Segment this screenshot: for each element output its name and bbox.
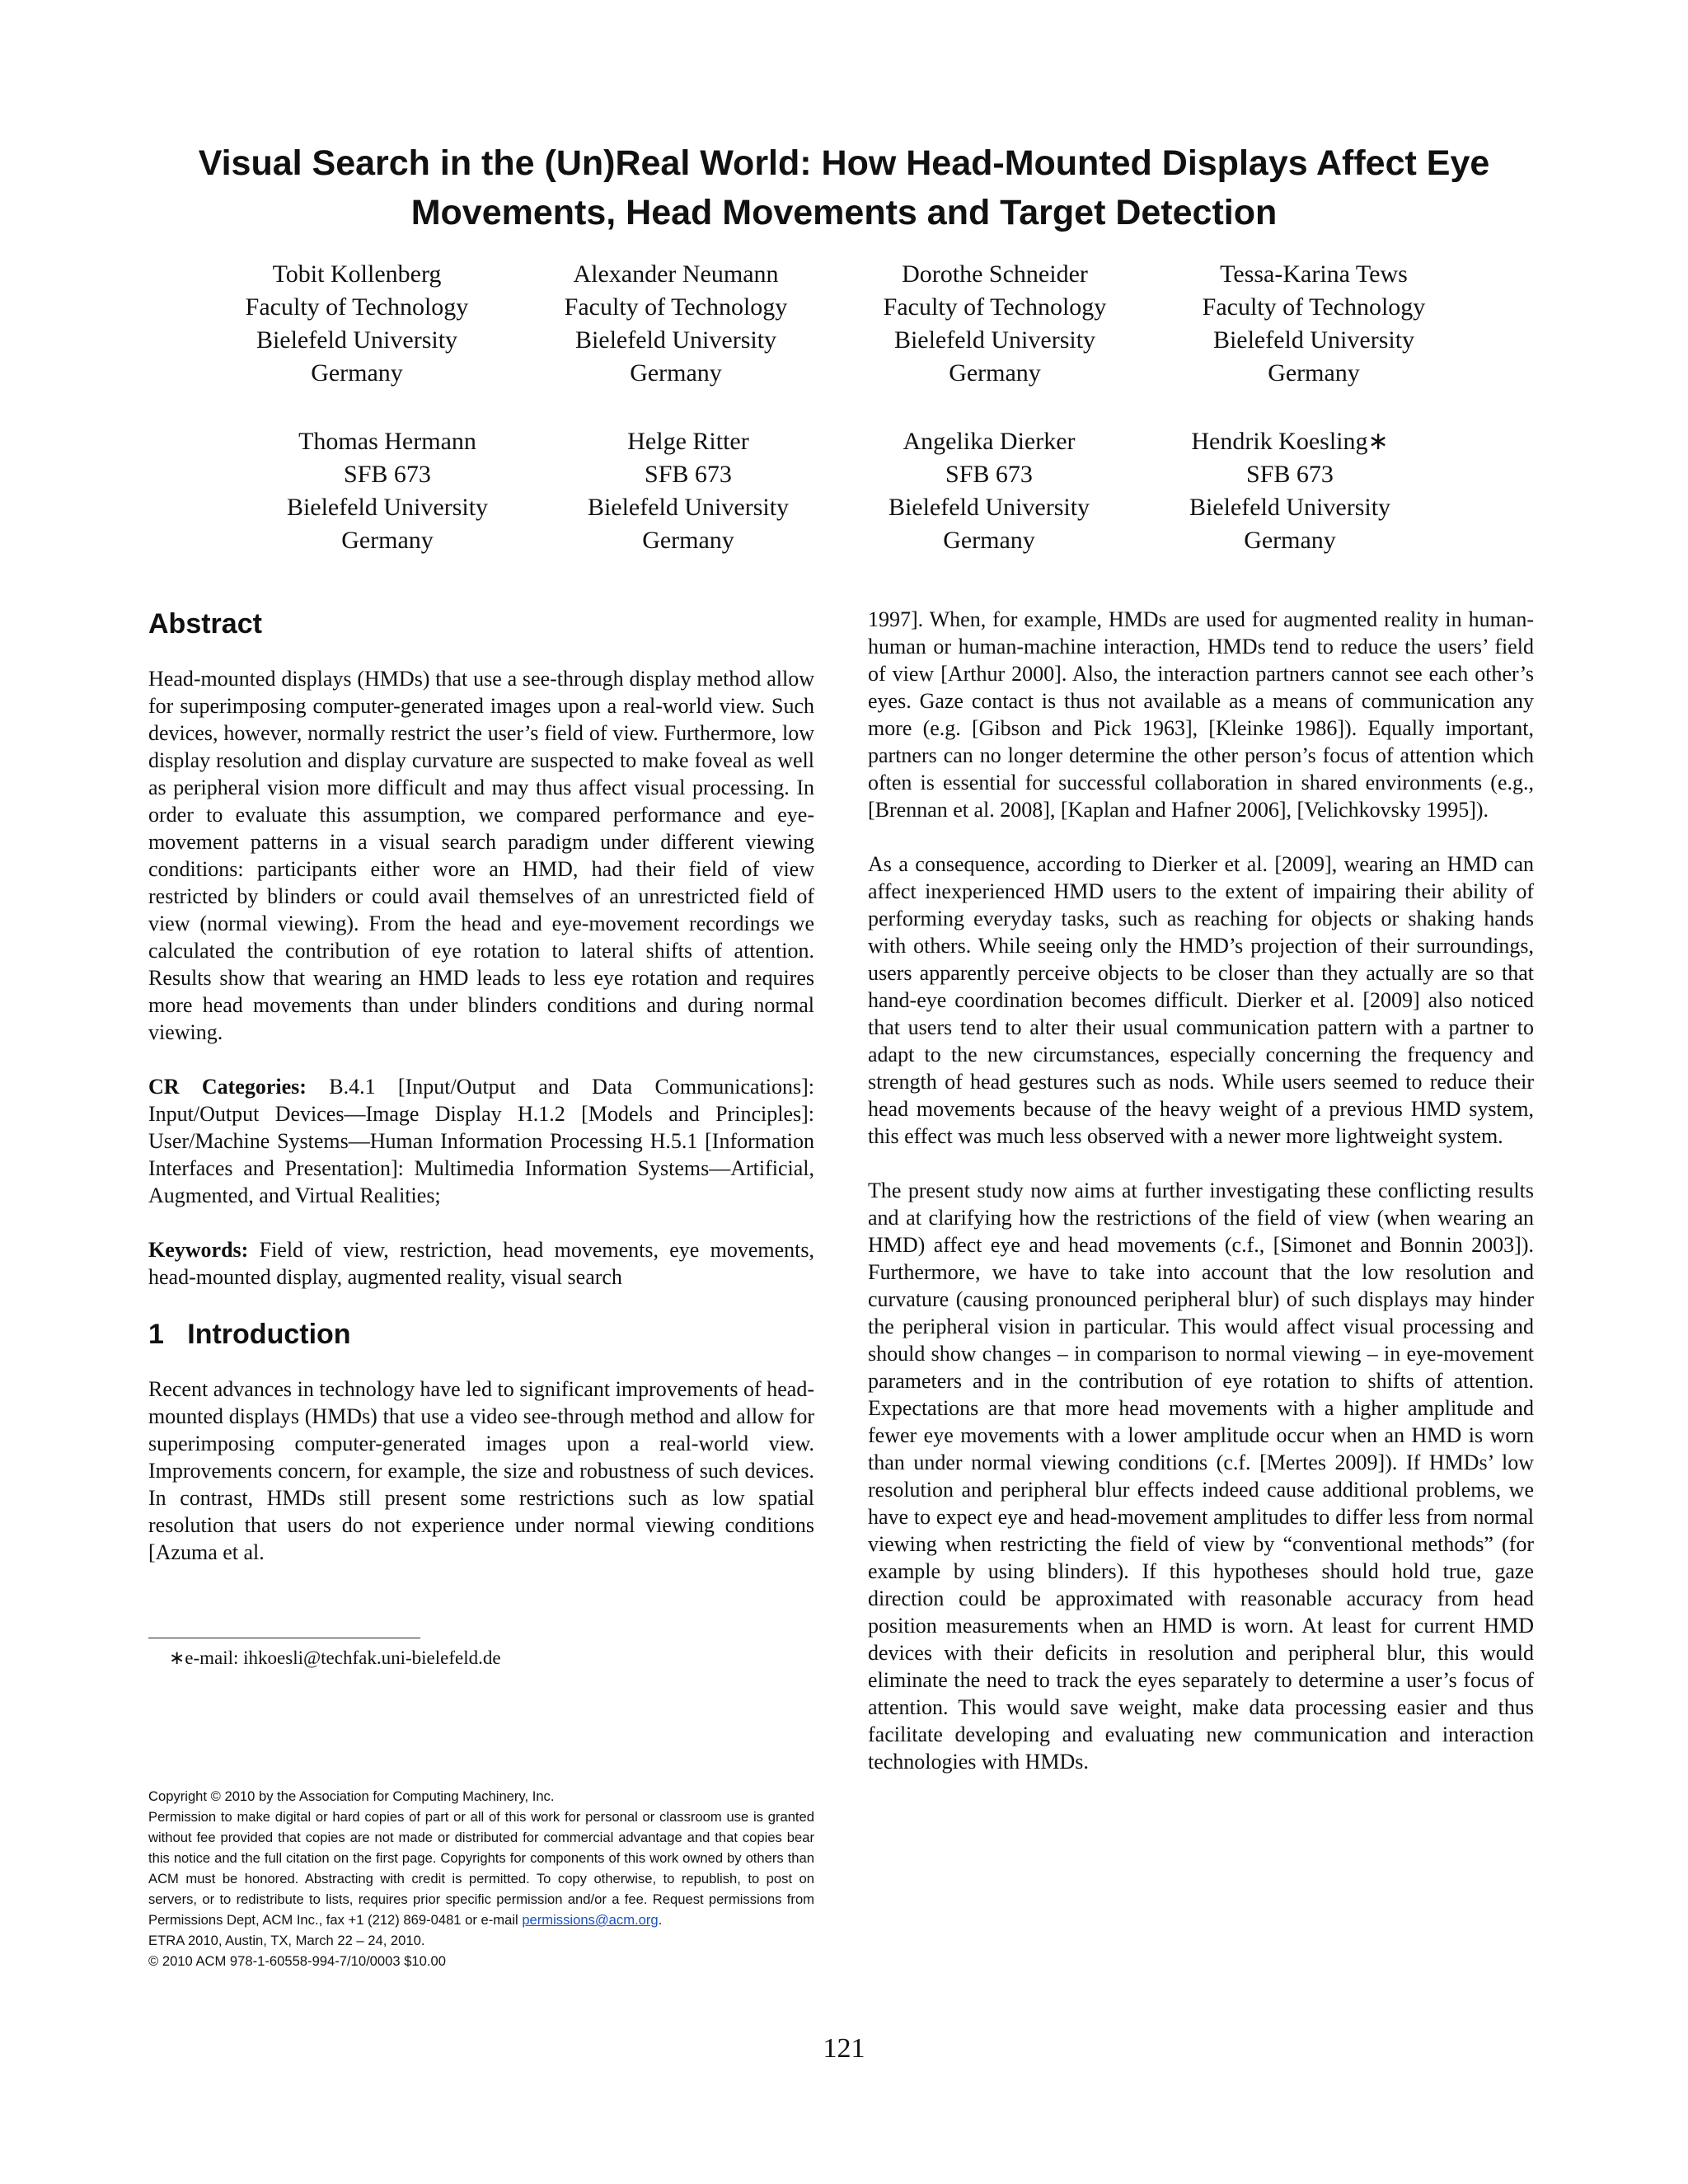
abstract-text: Head-mounted displays (HMDs) that use a see-through display method allow for superimposing computer-generated images upon a real-world view. Such devices, however, normally restrict the user’s field of view. Furthermore, low display resolution and display curvature are suspected to make foveal as well as peripheral vision more difficult and may thus affect visual processing. In order to evaluate this assumption, we compared performance and eye-movement patterns in a visual search paradigm under different viewing conditions: participants either wore an HMD, had their field of view restricted by blinders or could avail themselves of an unrestricted field of view (normal viewing). From the head and eye-movement recordings we calculated the contribution of eye rotation to lateral shifts of attention. Results show that wearing an HMD leads to less eye rotation and requires more head movements than under blinders conditions and during normal viewing. bbox=[148, 667, 814, 1044]
keywords-label: Keywords: bbox=[148, 1238, 249, 1262]
author-affiliation: SFB 673 bbox=[344, 461, 431, 488]
conference-line: ETRA 2010, Austin, TX, March 22 – 24, 2010. bbox=[148, 1933, 425, 1948]
author-country: Germany bbox=[642, 527, 734, 554]
author-country: Germany bbox=[949, 359, 1041, 387]
author-name: Tobit Kollenberg bbox=[272, 260, 442, 288]
author-name: Thomas Hermann bbox=[298, 428, 476, 455]
author-country: Germany bbox=[630, 359, 722, 387]
cr-categories bbox=[148, 1073, 814, 1209]
keywords bbox=[148, 1236, 814, 1291]
permission-text: Permission to make digital or hard copies of part or all of this work for personal or classroom use is granted without fee provided that copies are not made or distributed for commercial advantage and that copies bear this notice and the full citation on the first page. Copyrights for components of this work owned by others than ACM must be honored. Abstracting with credit is permitted. To copy otherwise, to republish, to post on servers, or to redistribute to lists, requires prior specific permission and/or a fee. Request permissions from Permissions Dept, ACM Inc., fax +1 (212) 869-0481 or e-mail bbox=[148, 1809, 814, 1928]
keywords-text: Field of view, restriction, head movements, eye movements, head-mounted display, augmented reality, visual search bbox=[148, 1238, 815, 1289]
right-column bbox=[868, 606, 1534, 1802]
author-affiliation: SFB 673 bbox=[645, 461, 732, 488]
author-row-1 bbox=[0, 258, 1688, 390]
author-name: Hendrik Koesling∗ bbox=[1191, 428, 1389, 455]
author-block bbox=[231, 425, 544, 557]
permission-period: . bbox=[658, 1912, 663, 1928]
permission-notice bbox=[148, 1807, 814, 1930]
page-number: 121 bbox=[823, 2033, 865, 2064]
author-block bbox=[532, 425, 845, 557]
author-block bbox=[519, 258, 832, 390]
author-affiliation: SFB 673 bbox=[945, 461, 1033, 488]
paragraph: The present study now aims at further investigating these conflicting results and at clarifying how the restrictions of the field of view (when wearing an HMD) affect eye and head movements (c.f., [Simonet and Bonnin 2003]). Furthermore, we have to take into account that the low resolution and curvature (causing pronounced peripheral blur) of such displays may hinder the peripheral vision in particular. This would affect visual processing and should show changes – in comparison to normal viewing – in eye-movement parameters and in the contribution of eye rotation to shifts of attention. Expectations are that more head movements with a higher amplitude and fewer eye movements with a lower amplitude occur when an HMD is worn than under normal viewing conditions (c.f. [Mertes 2009]). If HMDs’ low resolution and peripheral blur effects indeed cause additional problems, we have to expect eye and head-movement amplitudes to differ less from normal viewing when restricting the field of view by “conventional methods” (for example by using blinders). If this hypotheses should hold true, gaze direction could be approximated with reasonable accuracy from head position measurements when an HMD is worn. At least for current HMD devices with their deficits in resolution and peripheral blur, this would eliminate the need to track the eyes separately to determine a user’s focus of attention. This would save weight, make data processing easier and thus facilitate developing and evaluating new communication and interaction technologies with HMDs. bbox=[868, 1179, 1534, 1774]
cr-categories-text: B.4.1 [Input/Output and Data Communications]: Input/Output Devices—Image Display H.1.2 [Models and Principles]: User/Machine Systems—Human Information Processing H.5.1 [Information Interfaces and Presentation]: Multimedia Information Systems—Artificial, Augmented, and Virtual Realities; bbox=[148, 1075, 815, 1207]
copyright-line: Copyright © 2010 by the Association for Computing Machinery, Inc. bbox=[148, 1788, 555, 1804]
author-affiliation: Faculty of Technology bbox=[1202, 293, 1426, 321]
author-block bbox=[1157, 258, 1470, 390]
footnote: ∗e-mail: ihkoesli@techfak.uni-bielefeld.de bbox=[169, 1647, 501, 1668]
author-affiliation: Faculty of Technology bbox=[564, 293, 788, 321]
author-university: Bielefeld University bbox=[574, 326, 777, 354]
paper-title bbox=[148, 138, 1540, 237]
abstract-heading: Abstract bbox=[148, 608, 262, 640]
introduction-text: Recent advances in technology have led to significant improvements of head-mounted displays (HMDs) that use a video see-through method and allow for superimposing computer-generated images upon a real-world view. Improvements concern, for example, the size and robustness of such devices. In contrast, HMDs still present some restrictions such as low spatial resolution that users do not experience under normal viewing conditions [Azuma et al. bbox=[148, 1377, 814, 1564]
author-country: Germany bbox=[1244, 527, 1336, 554]
author-university: Bielefeld University bbox=[1189, 494, 1391, 521]
author-affiliation: Faculty of Technology bbox=[245, 293, 469, 321]
isbn-line: © 2010 ACM 978-1-60558-994-7/10/0003 $10.00 bbox=[148, 1953, 446, 1969]
author-country: Germany bbox=[341, 527, 434, 554]
author-country: Germany bbox=[1268, 359, 1360, 387]
paper-title-line-2: Movements, Head Movements and Target Detection bbox=[410, 193, 1278, 232]
author-block bbox=[1133, 425, 1447, 557]
introduction-heading bbox=[148, 1316, 814, 1352]
author-affiliation: Faculty of Technology bbox=[883, 293, 1107, 321]
author-name: Tessa-Karina Tews bbox=[1220, 260, 1408, 288]
author-university: Bielefeld University bbox=[286, 494, 489, 521]
copyright-block bbox=[148, 1786, 814, 1971]
author-row-2 bbox=[0, 425, 1688, 557]
author-university: Bielefeld University bbox=[893, 326, 1096, 354]
author-university: Bielefeld University bbox=[587, 494, 790, 521]
author-name: Dorothe Schneider bbox=[902, 260, 1088, 288]
paragraph: 1997]. When, for example, HMDs are used for augmented reality in human-human or human-machine interaction, HMDs tend to reduce the users’ field of view [Arthur 2000]. Also, the interaction partners cannot see each other’s eyes. Gaze contact is thus not available as a means of communication any more (e.g. [Gibson and Pick 1963], [Kleinke 1986]). Equally important, partners can no longer determine the other person’s focus of attention which often is essential for successful collaboration in shared environments (e.g., [Brennan et al. 2008], [Kaplan and Hafner 2006], [Velichkovsky 1995]). bbox=[868, 607, 1534, 822]
author-name: Alexander Neumann bbox=[573, 260, 779, 288]
author-university: Bielefeld University bbox=[888, 494, 1090, 521]
paper-title-line-1: Visual Search in the (Un)Real World: How Head-Mounted Displays Affect Eye bbox=[198, 143, 1490, 183]
author-block bbox=[200, 258, 513, 390]
author-block bbox=[832, 425, 1146, 557]
author-affiliation: SFB 673 bbox=[1246, 461, 1334, 488]
author-name: Angelika Dierker bbox=[903, 428, 1076, 455]
cr-categories-label: CR Categories: bbox=[148, 1075, 307, 1099]
author-country: Germany bbox=[311, 359, 403, 387]
permissions-email-link[interactable]: permissions@acm.org bbox=[522, 1912, 659, 1928]
section-number: 1 bbox=[148, 1319, 164, 1350]
paragraph: As a consequence, according to Dierker et al. [2009], wearing an HMD can affect inexperienced HMD users to the extent of impairing their ability of performing everyday tasks, such as reaching for objects or shaking hands with others. While seeing only the HMD’s projection of their surroundings, users apparently perceive objects to be closer than they actually are so that hand-eye coordination becomes difficult. Dierker et al. [2009] also noticed that users tend to alter their usual communication pattern with a partner to adapt to the new circumstances, especially concerning the frequency and strength of head gestures such as nods. While users seemed to reduce their head movements because of the heavy weight of a previous HMD system, this effect was much less observed with a newer more lightweight system. bbox=[868, 852, 1534, 1148]
author-block bbox=[838, 258, 1151, 390]
author-name: Helge Ritter bbox=[627, 428, 749, 455]
author-university: Bielefeld University bbox=[256, 326, 458, 354]
section-title: Introduction bbox=[187, 1319, 351, 1350]
author-university: Bielefeld University bbox=[1212, 326, 1415, 354]
left-column bbox=[148, 606, 814, 1593]
author-country: Germany bbox=[943, 527, 1035, 554]
